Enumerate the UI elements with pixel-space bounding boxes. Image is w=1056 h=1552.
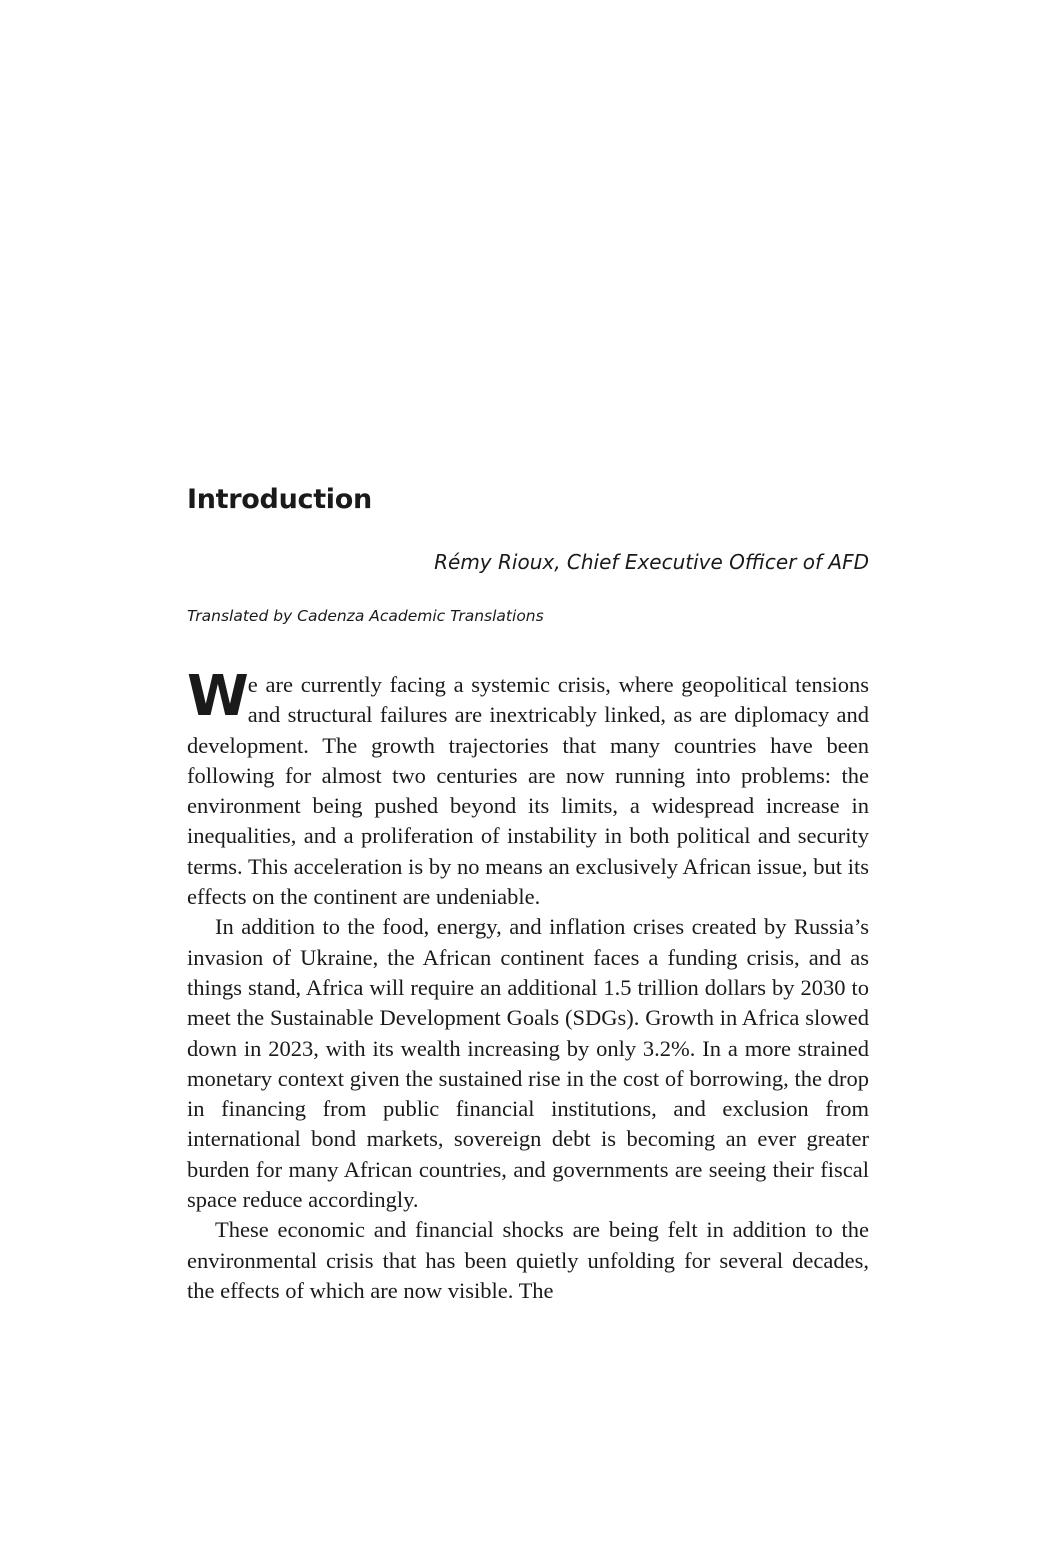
paragraph-3: These economic and financial shocks are being felt in addition to the environmental crisis that has been quietly unfolding for several decades, the effects of which are now visible. The — [187, 1217, 869, 1303]
body-text — [187, 664, 869, 1306]
author-line: Rémy Rioux, Chief Executive Officer of AFD — [434, 550, 869, 574]
chapter-title: Introduction — [187, 484, 372, 515]
drop-cap: W — [187, 664, 247, 729]
paragraph-2: In addition to the food, energy, and inflation crises created by Russia’s invasion of Ukraine, the African continent faces a funding crisis, and as things stand, Africa will require an additional 1.5 trillion dollars by 2030 to meet the Sustainable Development Goals (SDGs). Growth in Africa slowed down in 2023, with its wealth increasing by only 3.2%. In a more strained monetary context given the sustained rise in the cost of borrowing, the drop in financing from public financial institutions, and exclusion from international bond markets, sovereign debt is becoming an ever greater burden for many African countries, and governments are seeing their fiscal space reduce accordingly. — [187, 914, 869, 1213]
paragraph-1 — [187, 664, 869, 912]
document-page — [187, 0, 869, 1552]
translator-credit: Translated by Cadenza Academic Translations — [187, 607, 544, 625]
paragraph-1-text: e are currently facing a systemic crisis, where geopolitical tensions and structural failures are inextricably linked, as are diplomacy and development. The growth trajectories that many countries have been following for almost two centuries are now running into problems: the environment being pushed beyond its limits, a widespread increase in inequalities, and a proliferation of instability in both political and security terms. This acceleration is by no means an exclusively African issue, but its effects on the continent are undeniable. — [187, 672, 869, 910]
